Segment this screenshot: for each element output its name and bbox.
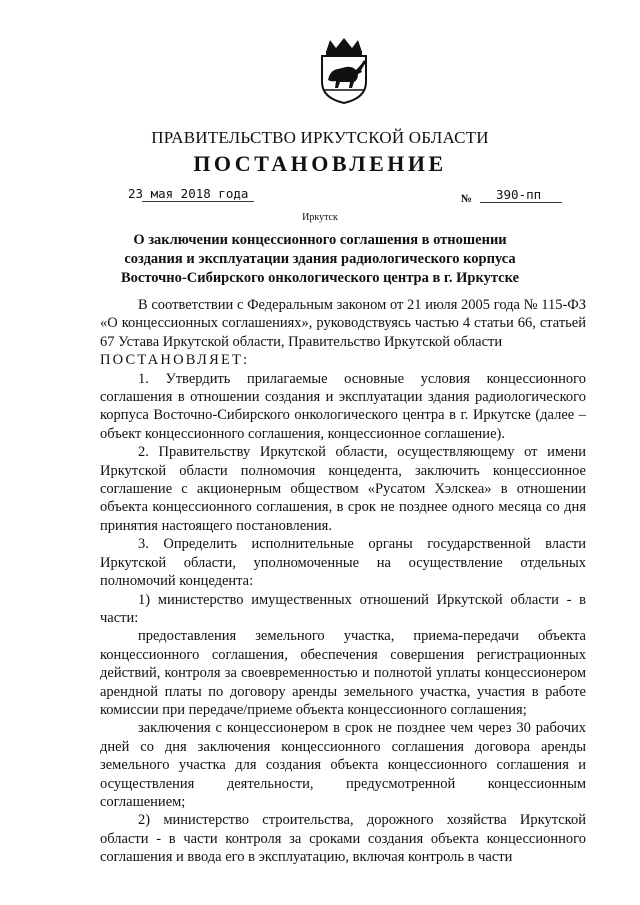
- number-label: №: [461, 193, 473, 205]
- government-name: ПРАВИТЕЛЬСТВО ИРКУТСКОЙ ОБЛАСТИ: [151, 128, 489, 147]
- document-city: Иркутск: [302, 212, 338, 223]
- number-underline: [480, 202, 562, 203]
- irkutsk-coat-of-arms-icon: [316, 36, 372, 104]
- paragraph-3-1: 1) министерство имущественных отношений Иркутской области - в части:: [100, 591, 586, 626]
- preamble-paragraph: В соответствии с Федеральным законом от 21 июля 2005 года № 115-ФЗ «О концессионных соглашениях», руководствуясь частью 4 статьи 66, статьей 67 Устава Иркутской области, Правительство Иркутской области: [100, 297, 586, 350]
- paragraph-3-1-b: заключения с концессионером в срок не позднее чем через 30 рабочих дней со дня заключения концессионного соглашения договора аренды земельного участка для создания объекта концессионного соглашения и осуществления деятельности, предусмотренной концессионным соглашением;: [100, 720, 586, 810]
- date-underline: [142, 201, 254, 202]
- document-body: [100, 296, 586, 867]
- document-title: О заключении концессионного соглашения в отношении создания и эксплуатации здания радиологического корпуса Восточно-Сибирского онкологического центра в г. Иркутске: [120, 232, 520, 286]
- document-type: ПОСТАНОВЛЕНИЕ: [193, 151, 447, 176]
- resolve-word: ПОСТАНОВЛЯЕТ:: [100, 352, 250, 369]
- document-date: 23 мая 2018 года: [128, 186, 249, 201]
- paragraph-1: 1. Утвердить прилагаемые основные условия концессионного соглашения в отношении создания и эксплуатации здания радиологического корпуса Восточно-Сибирского онкологического центра в г. Иркутске (далее – объект концессионного соглашения, концессионное соглашение).: [100, 370, 586, 442]
- paragraph-3: 3. Определить исполнительные органы государственной власти Иркутской области, уполномоченные на осуществление отдельных полномочий концедента:: [100, 536, 586, 590]
- paragraph-3-1-a: предоставления земельного участка, приема-передачи объекта концессионного соглашения, обеспечения совершения регистрационных действий, контроля за своевременностью и полнотой уплаты концессионером арендной платы по договору аренды земельного участка, участия в работе комиссии при передаче/приеме объекта концессионного соглашения;: [100, 628, 586, 718]
- paragraph-3-2: 2) министерство строительства, дорожного хозяйства Иркутской области - в части контроля за сроками создания объекта концессионного соглашения и ввода его в эксплуатацию, включая контроль в части: [100, 812, 586, 866]
- paragraph-2: 2. Правительству Иркутской области, осуществляющему от имени Иркутской области полномочия концедента, заключить концессионное соглашение с акционерным обществом «Русатом Хэлскеа» в отношении объекта концессионного соглашения, в срок не позднее одного месяца со дня принятия настоящего постановления.: [100, 444, 586, 534]
- document-number: 390-пп: [496, 187, 542, 202]
